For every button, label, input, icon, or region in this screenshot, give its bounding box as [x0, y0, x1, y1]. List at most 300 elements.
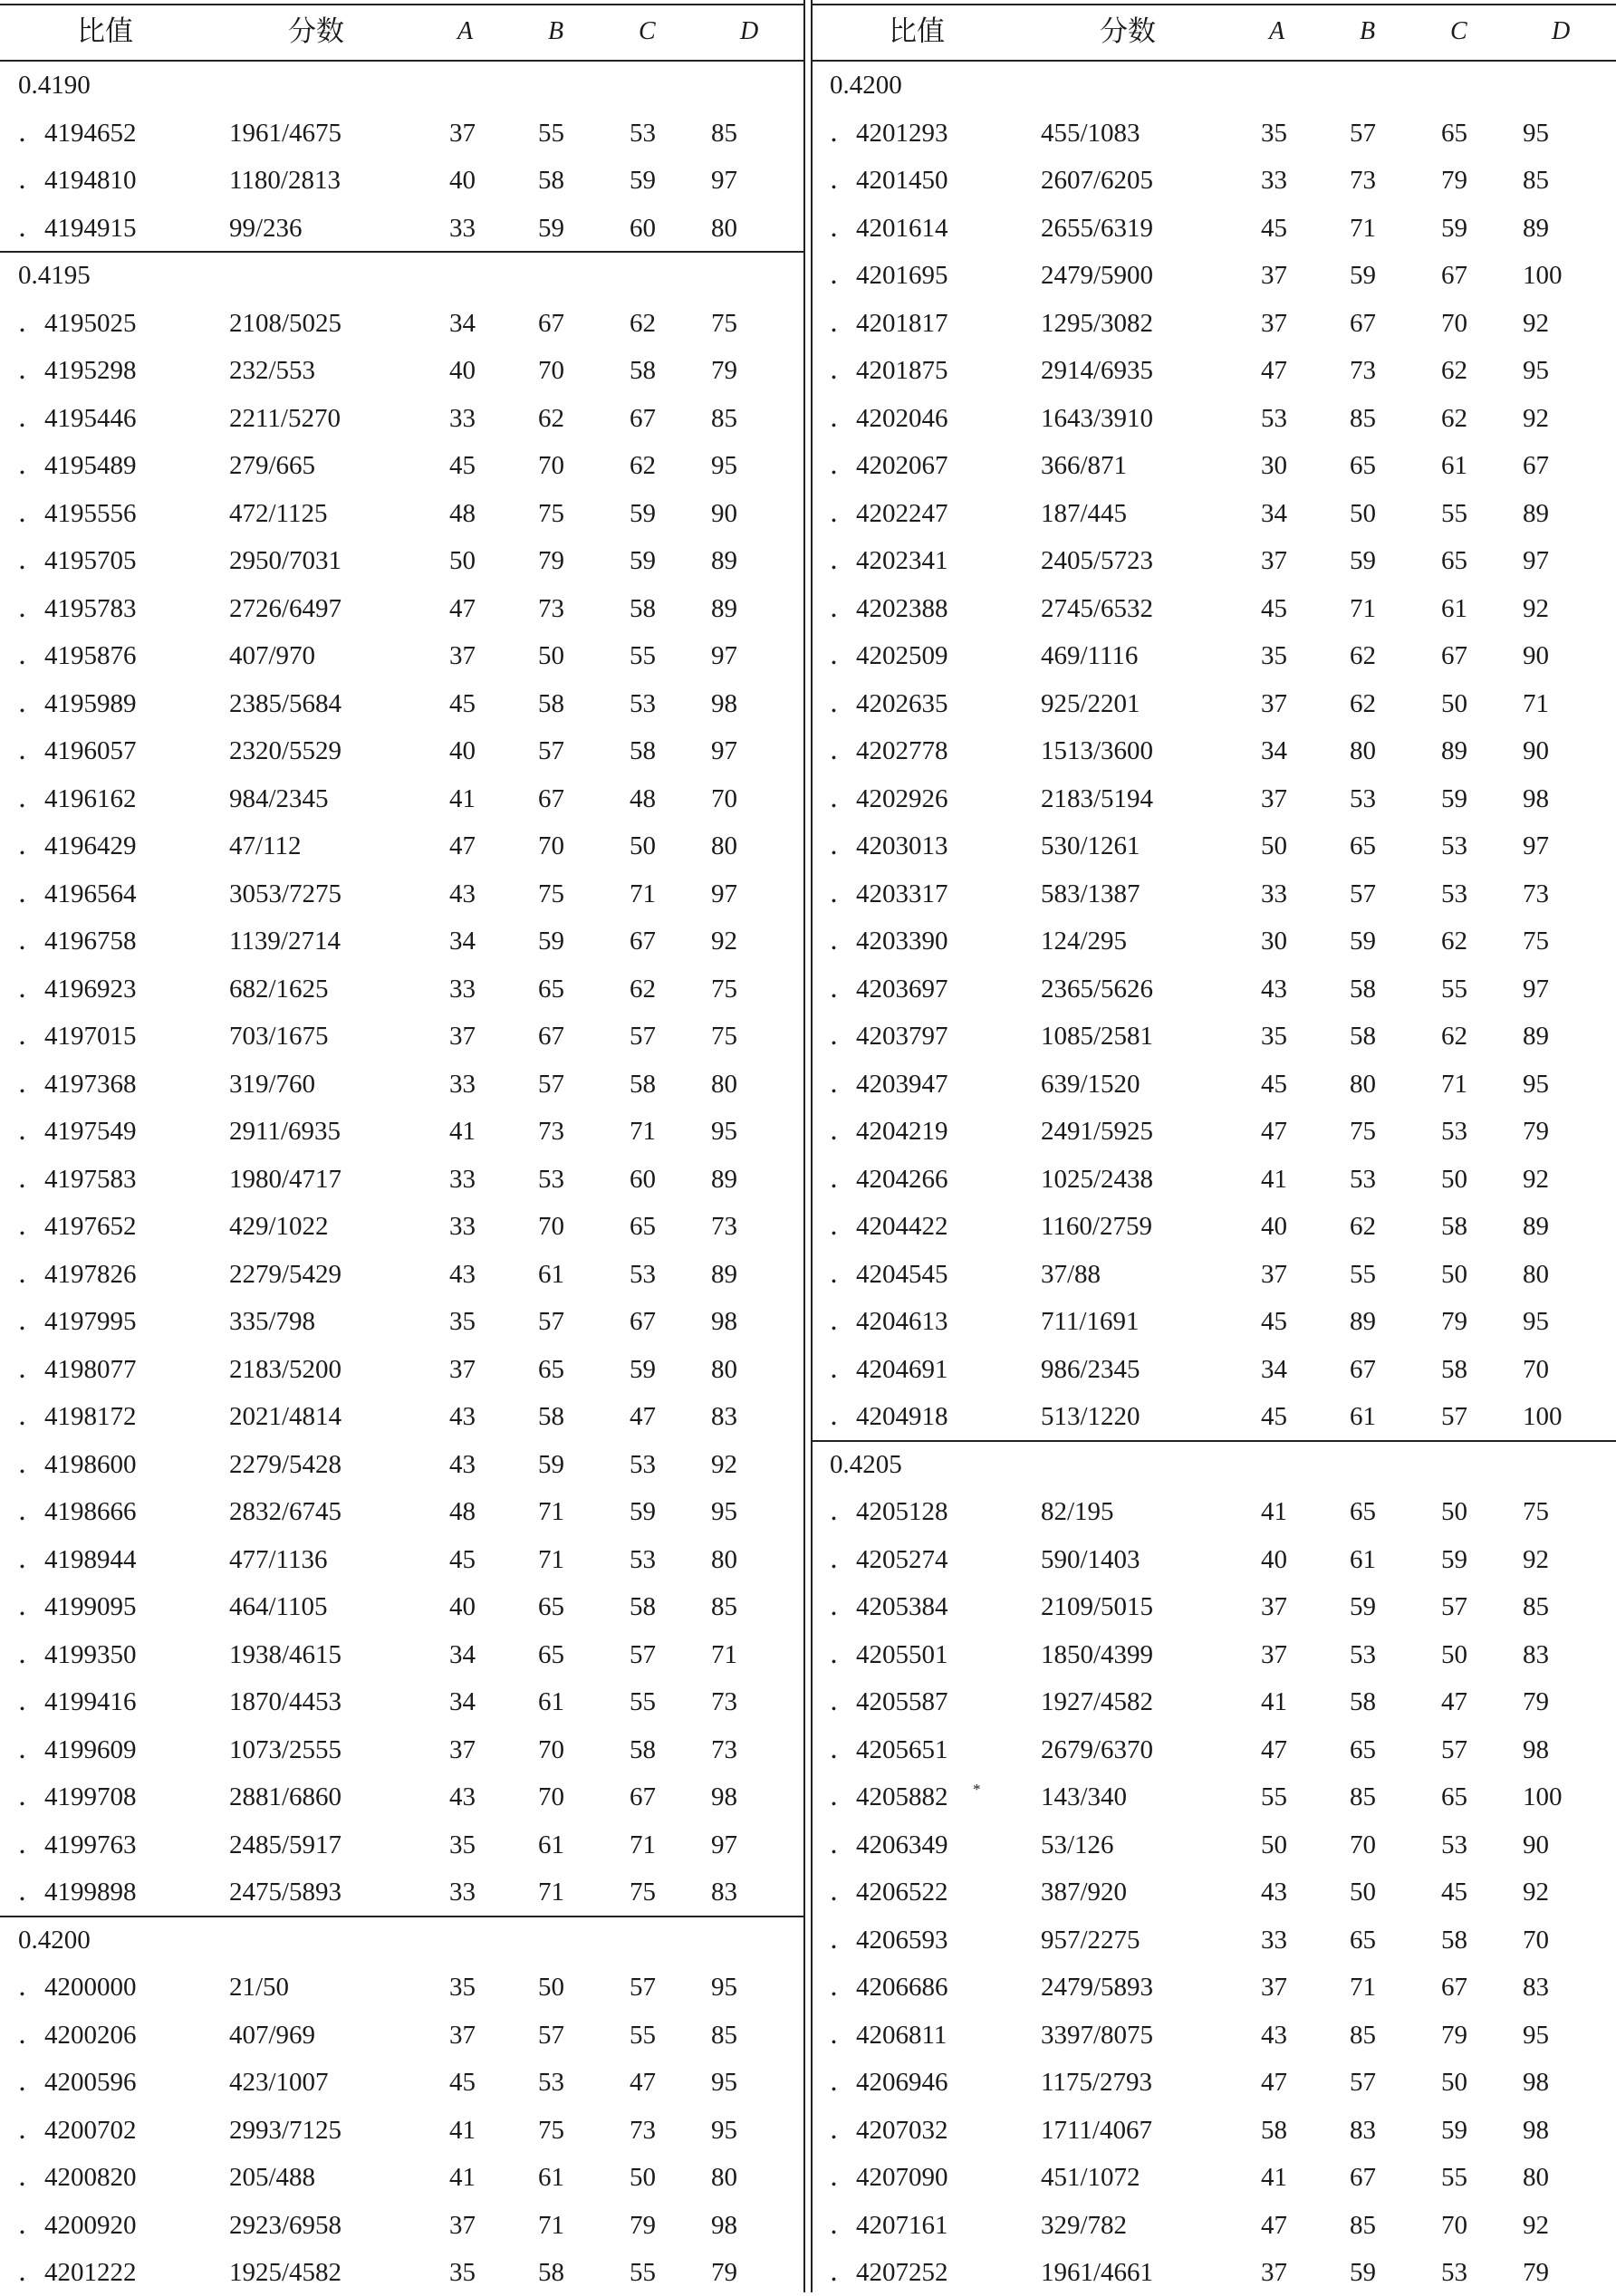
cell-ratio: ．4200920	[18, 2210, 137, 2240]
cell-ratio: ．4197015	[18, 1022, 137, 1051]
cell-d: 70	[1523, 1354, 1549, 1384]
cell-b: 57	[538, 736, 564, 765]
cell-ratio: ．4200702	[18, 2115, 137, 2145]
cell-ratio: ．4206522	[830, 1878, 948, 1907]
cell-fraction: 3397/8075	[1041, 2020, 1154, 2050]
cell-fraction: 986/2345	[1041, 1354, 1140, 1384]
cell-fraction: 1938/4615	[229, 1639, 342, 1669]
cell-a: 30	[1261, 927, 1287, 956]
table-row	[812, 1061, 1616, 1108]
cell-ratio: ．4197826	[18, 1259, 137, 1289]
table-row	[0, 1869, 804, 1916]
cell-a: 35	[449, 2258, 476, 2287]
cell-a: 43	[1261, 974, 1287, 1004]
cell-d: 100	[1523, 261, 1563, 290]
header-c: C	[1450, 17, 1467, 45]
group-label: 0.4190	[18, 71, 91, 100]
cell-a: 37	[449, 118, 476, 148]
cell-fraction: 2183/5194	[1041, 783, 1154, 813]
cell-ratio: ．4204691	[830, 1354, 948, 1384]
cell-fraction: 2607/6205	[1041, 166, 1154, 195]
table-row	[0, 2154, 804, 2201]
cell-ratio: ．4201875	[830, 356, 948, 385]
cell-a: 55	[1261, 1782, 1287, 1811]
cell-b: 55	[538, 118, 564, 148]
cell-d: 85	[711, 2020, 737, 2050]
cell-ratio: ．4204613	[830, 1307, 948, 1336]
table-row	[0, 1061, 804, 1108]
table-row	[812, 917, 1616, 965]
table-row	[0, 1251, 804, 1298]
cell-c: 79	[630, 2210, 656, 2240]
cell-fraction: 2914/6935	[1041, 356, 1154, 385]
table-row	[0, 632, 804, 679]
group-header-row	[0, 1917, 804, 1964]
cell-a: 33	[449, 1164, 476, 1194]
cell-a: 45	[1261, 1307, 1287, 1336]
cell-a: 34	[449, 1687, 476, 1716]
cell-b: 65	[538, 1354, 564, 1384]
cell-c: 65	[1441, 118, 1467, 148]
cell-d: 85	[1523, 166, 1549, 195]
table-row	[812, 300, 1616, 347]
cell-c: 67	[1441, 261, 1467, 290]
cell-c: 50	[1441, 2068, 1467, 2097]
cell-b: 65	[538, 1592, 564, 1621]
cell-c: 89	[1441, 736, 1467, 765]
cell-a: 37	[1261, 546, 1287, 575]
cell-ratio: ．4204266	[830, 1164, 948, 1194]
cell-fraction: 143/340	[1041, 1782, 1128, 1811]
cell-d: 90	[1523, 1830, 1549, 1859]
cell-b: 73	[1350, 356, 1376, 385]
cell-ratio: ．4203797	[830, 1022, 948, 1051]
cell-d: 97	[711, 879, 737, 908]
header-c: C	[639, 17, 656, 45]
cell-ratio: ．4195989	[18, 688, 137, 718]
cell-fraction: 232/553	[229, 356, 316, 385]
cell-a: 34	[1261, 736, 1287, 765]
cell-d: 97	[1523, 831, 1549, 860]
cell-b: 62	[1350, 641, 1376, 670]
cell-a: 40	[1261, 1212, 1287, 1241]
cell-c: 50	[1441, 688, 1467, 718]
cell-b: 61	[538, 2163, 564, 2192]
cell-d: 80	[711, 2163, 737, 2192]
cell-c: 47	[630, 2068, 656, 2097]
cell-b: 53	[1350, 1639, 1376, 1669]
cell-b: 61	[538, 1259, 564, 1289]
cell-fraction: 53/126	[1041, 1830, 1114, 1859]
cell-a: 37	[449, 1022, 476, 1051]
cell-c: 65	[630, 1212, 656, 1241]
table-row	[0, 1964, 804, 2011]
cell-b: 67	[1350, 308, 1376, 338]
cell-fraction: 984/2345	[229, 783, 329, 813]
cell-b: 70	[538, 831, 564, 860]
cell-b: 85	[1350, 2020, 1376, 2050]
cell-ratio: ．4207032	[830, 2115, 948, 2145]
cell-fraction: 2279/5429	[229, 1259, 342, 1289]
cell-c: 55	[1441, 2163, 1467, 2192]
cell-fraction: 1513/3600	[1041, 736, 1154, 765]
cell-c: 50	[630, 2163, 656, 2192]
cell-fraction: 387/920	[1041, 1878, 1128, 1907]
cell-fraction: 957/2275	[1041, 1925, 1140, 1955]
header-a: A	[457, 17, 474, 45]
cell-b: 79	[538, 546, 564, 575]
table-row	[812, 1488, 1616, 1535]
cell-fraction: 423/1007	[229, 2068, 329, 2097]
cell-b: 70	[538, 1212, 564, 1241]
cell-fraction: 2881/6860	[229, 1782, 342, 1811]
cell-b: 80	[1350, 1069, 1376, 1099]
cell-c: 67	[1441, 1973, 1467, 2002]
cell-d: 95	[1523, 2020, 1549, 2050]
table-row	[0, 537, 804, 584]
cell-d: 73	[711, 1212, 737, 1241]
cell-c: 58	[630, 593, 656, 623]
cell-ratio: ．4207252	[830, 2258, 948, 2287]
header-fraction: 分数	[288, 15, 344, 47]
cell-ratio: ．4205501	[830, 1639, 948, 1669]
table-row	[0, 1013, 804, 1060]
cell-a: 47	[1261, 356, 1287, 385]
cell-ratio: ．4195489	[18, 451, 137, 480]
header-fraction: 分数	[1100, 15, 1156, 47]
cell-d: 97	[711, 736, 737, 765]
cell-d: 95	[711, 2068, 737, 2097]
cell-fraction: 2365/5626	[1041, 974, 1154, 1004]
cell-ratio: ．4202247	[830, 498, 948, 528]
table-row	[0, 395, 804, 442]
cell-c: 50	[1441, 1639, 1467, 1669]
cell-fraction: 187/445	[1041, 498, 1128, 528]
cell-b: 71	[1350, 213, 1376, 243]
cell-ratio: ．4196429	[18, 831, 137, 860]
cell-b: 57	[1350, 118, 1376, 148]
cell-d: 79	[1523, 1687, 1549, 1716]
table-row	[812, 1108, 1616, 1155]
cell-ratio: ．4203697	[830, 974, 948, 1004]
cell-fraction: 407/970	[229, 641, 316, 670]
cell-fraction: 1085/2581	[1041, 1022, 1154, 1051]
table-row	[812, 1678, 1616, 1725]
cell-d: 92	[1523, 1164, 1549, 1194]
cell-ratio: ．4206686	[830, 1973, 948, 2002]
cell-b: 57	[1350, 879, 1376, 908]
cell-c: 53	[1441, 2258, 1467, 2287]
table-row	[0, 1346, 804, 1393]
cell-b: 57	[538, 2020, 564, 2050]
cell-ratio: ．4206349	[830, 1830, 948, 1859]
cell-d: 79	[711, 356, 737, 385]
cell-b: 65	[1350, 831, 1376, 860]
cell-fraction: 329/782	[1041, 2210, 1128, 2240]
cell-a: 37	[449, 1734, 476, 1764]
cell-a: 37	[1261, 1639, 1287, 1669]
cell-b: 67	[538, 783, 564, 813]
cell-c: 53	[630, 688, 656, 718]
cell-b: 59	[538, 213, 564, 243]
header-ratio: 比值	[77, 15, 133, 47]
table-row	[0, 110, 804, 157]
table-row	[0, 1773, 804, 1820]
cell-c: 55	[630, 2258, 656, 2287]
cell-c: 53	[630, 1544, 656, 1574]
cell-d: 97	[1523, 546, 1549, 575]
cell-ratio: ．4205128	[830, 1497, 948, 1526]
cell-c: 59	[1441, 1544, 1467, 1574]
cell-a: 34	[449, 308, 476, 338]
cell-ratio: ．4201293	[830, 118, 948, 148]
table-row	[0, 1441, 804, 1488]
table-header-row	[812, 4, 1616, 60]
cell-d: 98	[1523, 2068, 1549, 2097]
cell-c: 60	[630, 213, 656, 243]
cell-ratio: ．4194652	[18, 118, 137, 148]
cell-fraction: 925/2201	[1041, 688, 1140, 718]
cell-fraction: 1025/2438	[1041, 1164, 1154, 1194]
table-row	[812, 680, 1616, 727]
cell-a: 41	[449, 2115, 476, 2145]
cell-fraction: 47/112	[229, 831, 302, 860]
cell-c: 67	[630, 927, 656, 956]
table-row	[812, 1298, 1616, 1345]
cell-a: 35	[1261, 118, 1287, 148]
cell-a: 43	[1261, 2020, 1287, 2050]
cell-c: 61	[1441, 593, 1467, 623]
cell-a: 47	[1261, 2210, 1287, 2240]
cell-fraction: 1927/4582	[1041, 1687, 1154, 1716]
table-row	[0, 1631, 804, 1678]
cell-c: 50	[1441, 1164, 1467, 1194]
cell-fraction: 1643/3910	[1041, 403, 1154, 433]
cell-ratio: ．4205384	[830, 1592, 948, 1621]
cell-ratio: ．4195876	[18, 641, 137, 670]
cell-c: 57	[1441, 1734, 1467, 1764]
table-row	[812, 2249, 1616, 2296]
cell-d: 71	[711, 1639, 737, 1669]
cell-a: 40	[1261, 1544, 1287, 1574]
cell-a: 34	[449, 1639, 476, 1669]
cell-ratio: ．4207090	[830, 2163, 948, 2192]
cell-ratio: ．4204422	[830, 1212, 948, 1241]
cell-b: 53	[1350, 1164, 1376, 1194]
table-row	[812, 442, 1616, 489]
cell-ratio: ．4201614	[830, 213, 948, 243]
cell-ratio: ．4195783	[18, 593, 137, 623]
cell-c: 62	[630, 451, 656, 480]
cell-c: 57	[630, 1973, 656, 2002]
cell-fraction: 2108/5025	[229, 308, 342, 338]
table-row	[812, 2059, 1616, 2106]
cell-ratio: ．4203317	[830, 879, 948, 908]
table-header-row	[0, 4, 804, 60]
cell-ratio: ．4194915	[18, 213, 137, 243]
cell-d: 89	[1523, 213, 1549, 243]
table-row	[812, 537, 1616, 584]
cell-c: 50	[630, 831, 656, 860]
table-row	[0, 1726, 804, 1773]
cell-a: 40	[449, 166, 476, 195]
cell-d: 95	[1523, 118, 1549, 148]
cell-ratio: ．4205651	[830, 1734, 948, 1764]
cell-d: 73	[711, 1734, 737, 1764]
cell-b: 75	[1350, 1117, 1376, 1146]
cell-c: 59	[1441, 2115, 1467, 2145]
cell-fraction: 2911/6935	[229, 1117, 341, 1146]
cell-a: 37	[1261, 261, 1287, 290]
cell-b: 67	[1350, 1354, 1376, 1384]
table-row	[812, 1773, 1616, 1820]
cell-ratio: ．4200206	[18, 2020, 137, 2050]
cell-ratio: ．4198944	[18, 1544, 137, 1574]
cell-a: 47	[449, 831, 476, 860]
table-row	[0, 585, 804, 632]
cell-b: 50	[1350, 498, 1376, 528]
cell-a: 33	[1261, 879, 1287, 908]
cell-c: 47	[630, 1402, 656, 1431]
table-row	[812, 1726, 1616, 1773]
cell-b: 57	[1350, 2068, 1376, 2097]
cell-a: 41	[449, 2163, 476, 2192]
table-row	[0, 1108, 804, 1155]
cell-c: 58	[630, 1069, 656, 1099]
cell-ratio: ．4196162	[18, 783, 137, 813]
cell-fraction: 1160/2759	[1041, 1212, 1152, 1241]
cell-c: 58	[630, 1734, 656, 1764]
cell-ratio: ．4197652	[18, 1212, 137, 1241]
cell-b: 59	[1350, 1592, 1376, 1621]
cell-c: 53	[1441, 831, 1467, 860]
cell-c: 59	[630, 498, 656, 528]
cell-d: 80	[1523, 2163, 1549, 2192]
cell-ratio: ．4195025	[18, 308, 137, 338]
cell-fraction: 2405/5723	[1041, 546, 1154, 575]
cell-fraction: 2655/6319	[1041, 213, 1154, 243]
cell-c: 67	[1441, 641, 1467, 670]
cell-ratio: ．4196057	[18, 736, 137, 765]
cell-c: 55	[1441, 974, 1467, 1004]
footnote-marker: *	[973, 1781, 981, 1798]
cell-b: 70	[538, 451, 564, 480]
table-row	[0, 1203, 804, 1250]
cell-fraction: 2021/4814	[229, 1402, 342, 1431]
cell-b: 59	[1350, 927, 1376, 956]
cell-ratio: ．4197549	[18, 1117, 137, 1146]
cell-d: 95	[1523, 1307, 1549, 1336]
cell-ratio: ．4200000	[18, 1973, 137, 2002]
cell-c: 57	[1441, 1402, 1467, 1431]
cell-c: 65	[1441, 1782, 1467, 1811]
cell-d: 95	[711, 1497, 737, 1526]
cell-ratio: ．4204545	[830, 1259, 948, 1289]
table-row	[812, 1346, 1616, 1393]
cell-fraction: 1980/4717	[229, 1164, 342, 1194]
cell-c: 79	[1441, 166, 1467, 195]
cell-a: 41	[1261, 1687, 1287, 1716]
cell-c: 55	[1441, 498, 1467, 528]
cell-a: 45	[449, 1544, 476, 1574]
cell-ratio: ．4195705	[18, 546, 137, 575]
cell-a: 45	[449, 2068, 476, 2097]
cell-a: 33	[1261, 1925, 1287, 1955]
cell-ratio: ．4198077	[18, 1354, 137, 1384]
table-row	[812, 1821, 1616, 1869]
table-row	[0, 1821, 804, 1869]
cell-a: 34	[1261, 498, 1287, 528]
cell-a: 37	[1261, 1973, 1287, 2002]
cell-b: 70	[538, 1782, 564, 1811]
table-row	[812, 2202, 1616, 2249]
cell-b: 58	[538, 688, 564, 718]
group-header-row	[812, 62, 1616, 109]
cell-fraction: 2491/5925	[1041, 1117, 1154, 1146]
cell-c: 62	[630, 974, 656, 1004]
cell-fraction: 2479/5893	[1041, 1973, 1154, 2002]
cell-fraction: 37/88	[1041, 1259, 1101, 1289]
table-row	[0, 1393, 804, 1440]
cell-ratio: ．4196564	[18, 879, 137, 908]
table-row	[812, 775, 1616, 822]
cell-b: 61	[538, 1687, 564, 1716]
cell-d: 90	[1523, 736, 1549, 765]
table-row	[812, 1869, 1616, 1916]
table-row	[0, 2107, 804, 2154]
cell-ratio: ．4199350	[18, 1639, 137, 1669]
cell-c: 65	[1441, 546, 1467, 575]
cell-b: 57	[538, 1069, 564, 1099]
cell-c: 70	[1441, 308, 1467, 338]
cell-b: 50	[1350, 1878, 1376, 1907]
group-header-row	[812, 1441, 1616, 1488]
cell-d: 97	[711, 1830, 737, 1859]
cell-ratio: ．4202388	[830, 593, 948, 623]
cell-fraction: 1073/2555	[229, 1734, 342, 1764]
cell-b: 70	[538, 1734, 564, 1764]
cell-c: 45	[1441, 1878, 1467, 1907]
cell-c: 59	[630, 166, 656, 195]
cell-a: 43	[449, 1402, 476, 1431]
cell-b: 53	[1350, 783, 1376, 813]
cell-c: 59	[630, 1354, 656, 1384]
cell-b: 65	[1350, 1497, 1376, 1526]
cell-c: 60	[630, 1164, 656, 1194]
cell-c: 71	[630, 1830, 656, 1859]
cell-ratio: ．4195446	[18, 403, 137, 433]
table-row	[812, 1013, 1616, 1060]
cell-c: 53	[1441, 1117, 1467, 1146]
cell-d: 89	[1523, 1212, 1549, 1241]
cell-b: 61	[538, 1830, 564, 1859]
header-d: D	[1552, 17, 1571, 45]
cell-d: 95	[1523, 356, 1549, 385]
cell-a: 43	[1261, 1878, 1287, 1907]
cell-b: 70	[1350, 1830, 1376, 1859]
cell-fraction: 455/1083	[1041, 118, 1140, 148]
cell-fraction: 464/1105	[229, 1592, 328, 1621]
cell-c: 57	[630, 1639, 656, 1669]
cell-d: 92	[1523, 403, 1549, 433]
cell-a: 35	[449, 1830, 476, 1859]
cell-b: 73	[538, 1117, 564, 1146]
table-row	[812, 1964, 1616, 2011]
cell-b: 71	[1350, 593, 1376, 623]
cell-ratio: ．4199708	[18, 1782, 137, 1811]
cell-d: 80	[711, 1544, 737, 1574]
cell-b: 53	[538, 2068, 564, 2097]
